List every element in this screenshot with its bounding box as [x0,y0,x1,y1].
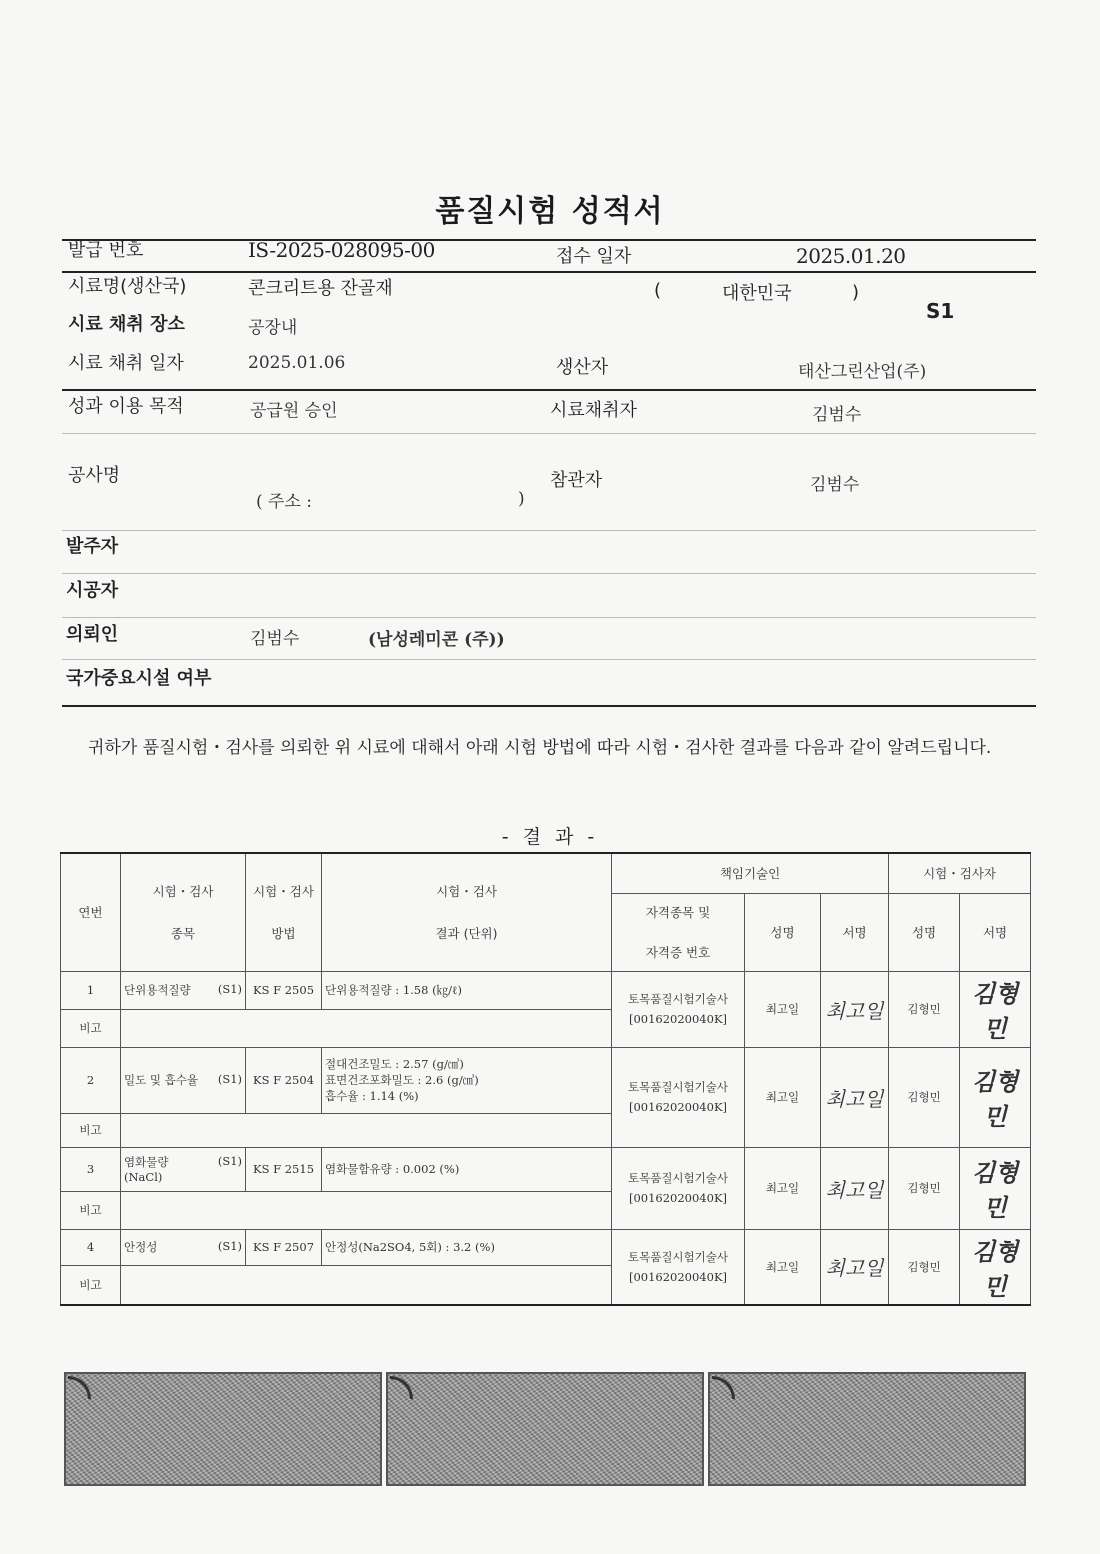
col-qualification [612,893,745,971]
sample-name: 콘크리트용 잔골재 [248,278,393,299]
row-inspector-signature: 김형민 [960,1047,1031,1147]
row-item-name: 안정성 [124,1240,158,1254]
collector: 김범수 [812,405,862,425]
row-item-name: 염화물량 (NaCl) [124,1155,169,1184]
purpose: 공급원 승인 [250,401,338,421]
row-cert-no: [00162020040K] [628,1012,728,1026]
row-item [121,1229,246,1265]
col-method-line1: 시험・검사 [253,884,314,900]
row-qualification [612,1147,745,1229]
producer: 태산그린산업(주) [798,362,927,382]
requester-company: (남성레미콘 (주)) [368,630,505,650]
row-method: KS F 2504 [246,1047,322,1113]
row-qualification [612,1047,745,1147]
row-note-label: 비고 [61,1191,121,1229]
col-qual-line2: 자격증 번호 [645,945,711,960]
document-title: 품질시험 성적서 [435,194,665,229]
col-inspector-sign: 서명 [960,893,1031,971]
contractor-label: 시공자 [66,580,119,601]
col-engineer: 책임기술인 [612,853,889,893]
table-row [61,1147,1031,1191]
row-result-line: 염화물함유량 : 0.002 (%) [325,1162,460,1176]
row-inspector-name: 김형민 [889,1147,960,1229]
divider [62,573,1036,574]
client-label: 발주자 [66,536,119,557]
received-date: 2025.01.20 [796,244,906,268]
col-engineer-sign: 서명 [821,893,889,971]
row-result-line: 표면건조포화밀도 : 2.6 (g/㎤) [325,1073,479,1087]
row-engineer-name: 최고일 [745,971,821,1047]
row-result-line: 흡수율 : 1.14 (%) [325,1089,419,1103]
sampling-location-label: 시료 채취 장소 [68,314,185,335]
national-facility-label: 국가중요시설 여부 [66,668,212,689]
divider [62,530,1036,531]
row-note-label: 비고 [61,1113,121,1147]
row-engineer-signature: 최고일 [821,1047,889,1147]
row-engineer-name: 최고일 [745,1229,821,1305]
row-engineer-name: 최고일 [745,1047,821,1147]
divider [62,659,1036,660]
issue-number: IS-2025-028095-00 [248,238,435,262]
received-date-label: 접수 일자 [556,246,632,267]
row-engineer-signature: 최고일 [821,1229,889,1305]
row-result [322,1147,612,1191]
col-method [246,853,322,971]
results-table [60,852,1031,1306]
row-qual-name: 토목품질시험기술사 [628,992,728,1006]
results-heading: - 결 과 - [501,826,599,848]
divider [62,705,1036,707]
country-paren-close: ) [852,282,860,303]
table-row [61,971,1031,1009]
table-row [61,1229,1031,1265]
row-no: 3 [61,1147,121,1191]
divider [62,433,1036,434]
witness: 김범수 [810,475,860,495]
swirl-mark-icon [68,1376,91,1399]
row-inspector-signature: 김형민 [960,1147,1031,1229]
swirl-mark-icon [390,1376,413,1399]
divider [62,617,1036,618]
row-inspector-signature: 김형민 [960,971,1031,1047]
row-method: KS F 2507 [246,1229,322,1265]
sampling-date-label: 시료 채취 일자 [68,353,184,374]
col-method-line2: 방법 [271,926,296,942]
row-note [121,1265,612,1305]
row-item [121,1047,246,1113]
col-result-line1: 시험・검사 [436,884,497,900]
row-item-code: (S1) [217,982,242,996]
row-item-code: (S1) [217,1239,242,1253]
row-note-label: 비고 [61,1265,121,1305]
divider [62,239,1036,241]
row-item-name: 밀도 및 흡수율 [124,1073,198,1087]
row-note [121,1113,612,1147]
col-result [322,853,612,971]
row-qual-name: 토목품질시험기술사 [628,1171,728,1185]
row-qualification [612,1229,745,1305]
sampling-date: 2025.01.06 [248,353,346,373]
security-pattern-block [708,1372,1026,1486]
row-item-code: (S1) [217,1072,242,1086]
intro-paragraph: 귀하가 품질시험・검사를 의뢰한 위 시료에 대해서 아래 시험 방법에 따라 시험・검사한 결과를 다음과 같이 알려드립니다. [88,738,992,758]
col-inspector: 시험・검사자 [889,853,1031,893]
divider [62,271,1036,273]
row-result-line: 절대건조밀도 : 2.57 (g/㎤) [325,1057,464,1071]
row-inspector-signature: 김형민 [960,1229,1031,1305]
row-no: 2 [61,1047,121,1113]
col-item-line2: 종목 [170,926,196,942]
requester: 김범수 [250,629,300,649]
row-note [121,1009,612,1047]
production-country: 대한민국 [722,283,792,304]
row-method: KS F 2505 [246,971,322,1009]
row-inspector-name: 김형민 [889,1229,960,1305]
collector-label: 시료채취자 [550,400,637,421]
swirl-mark-icon [712,1376,735,1399]
sampling-location: 공장내 [248,318,298,338]
security-pattern-block [386,1372,704,1486]
row-no: 1 [61,971,121,1009]
row-cert-no: [00162020040K] [628,1100,728,1114]
sample-code: S1 [926,299,955,323]
security-pattern-block [64,1372,382,1486]
row-item [121,971,246,1009]
row-qual-name: 토목품질시험기술사 [628,1080,728,1094]
row-cert-no: [00162020040K] [628,1269,728,1284]
row-result [322,1229,612,1265]
col-no: 연번 [61,853,121,971]
witness-label: 참관자 [550,470,603,491]
row-note [121,1191,612,1229]
issue-number-label: 발급 번호 [68,240,144,261]
row-result-line: 단위용적질량 : 1.58 (㎏/ℓ) [325,983,462,997]
row-no: 4 [61,1229,121,1265]
row-qual-name: 토목품질시험기술사 [628,1249,728,1264]
divider [62,389,1036,391]
row-result [322,1047,612,1113]
row-result-line: 안정성(Na2SO4, 5회) : 3.2 (%) [325,1240,495,1254]
row-cert-no: [00162020040K] [628,1191,728,1205]
purpose-label: 성과 이용 목적 [68,396,184,417]
project-address: ( 주소 : [256,492,313,512]
col-item-line1: 시험・검사 [152,884,214,900]
sample-name-label: 시료명(생산국) [68,276,187,297]
col-inspector-name: 성명 [889,893,960,971]
project-name-label: 공사명 [68,465,121,486]
col-item [121,853,246,971]
row-qualification [612,971,745,1047]
row-result [322,971,612,1009]
row-inspector-name: 김형민 [889,971,960,1047]
row-engineer-name: 최고일 [745,1147,821,1229]
col-qual-line1: 자격종목 및 [645,905,711,920]
table-row [61,1047,1031,1113]
row-item-code: (S1) [217,1154,242,1168]
col-result-line2: 결과 (단위) [435,926,498,942]
col-engineer-name: 성명 [745,893,821,971]
row-engineer-signature: 최고일 [821,971,889,1047]
row-engineer-signature: 최고일 [821,1147,889,1229]
row-method: KS F 2515 [246,1147,322,1191]
country-paren-open: ( [654,280,662,301]
producer-label: 생산자 [556,357,609,378]
row-item [121,1147,246,1191]
row-item-name: 단위용적질량 [124,983,191,997]
project-address-close: ) [518,489,525,509]
requester-label: 의뢰인 [66,624,119,645]
row-inspector-name: 김형민 [889,1047,960,1147]
row-note-label: 비고 [61,1009,121,1047]
